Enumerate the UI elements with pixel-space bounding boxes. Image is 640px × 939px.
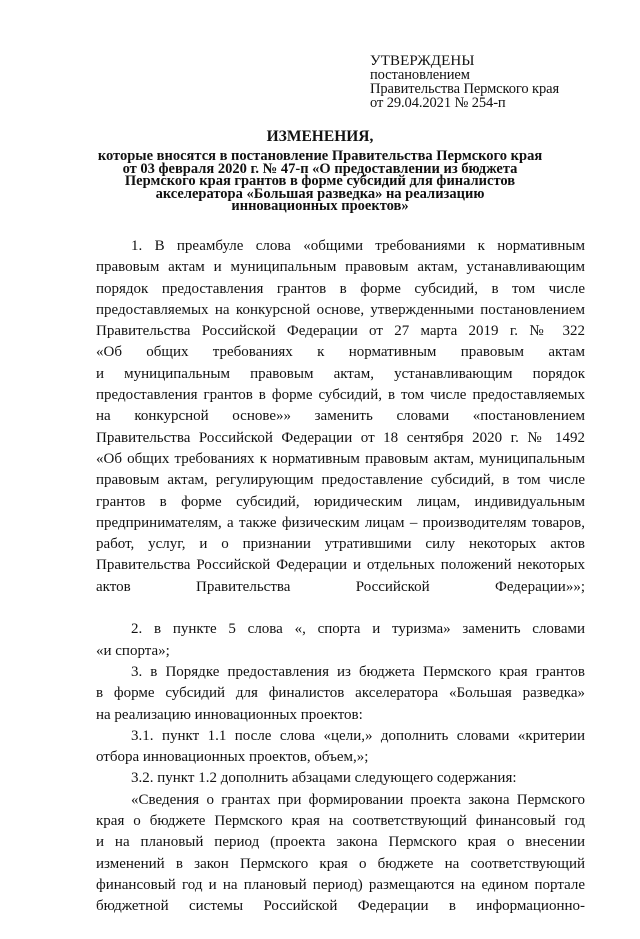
document-subtitle (90, 150, 550, 213)
body-line: Правительства Российской Федерации и отдельных положений некоторых (96, 557, 585, 574)
body-line: Правительства Российской Федерации от 18 сентября 2020 г. № 1492 (96, 429, 585, 446)
body-line: 3.1. пункт 1.1 после слова «цели,» дополнить словами «критерии (131, 727, 585, 744)
body-line: бюджетной системы Российской Федерации в информационно- (96, 898, 585, 915)
body-line: 3. в Порядке предоставления из бюджета Пермского края грантов (131, 663, 585, 680)
body-line: грантов в форме субсидий, юридическим лицам, индивидуальным (96, 493, 585, 510)
body-line: работ, услуг, и о признании утратившими силу некоторых актов (96, 536, 585, 553)
approval-line: от 29.04.2021 № 254-п (370, 95, 506, 111)
body-line: предпринимателям, а также физическим лицам – производителям товаров, (96, 514, 585, 531)
approval-heading: УТВЕРЖДЕНЫ (370, 53, 475, 69)
body-line: отбора инновационных проектов, объем,»; (96, 749, 369, 766)
document-title: ИЗМЕНЕНИЯ, (266, 128, 374, 145)
body-line: «Об общих требованиях к нормативным правовым актам, муниципальным (96, 450, 585, 467)
body-line: финансовый год и на плановый период) размещаются на едином портале (96, 876, 585, 893)
body-line: «Сведения о грантах при формировании проекта закона Пермского (131, 791, 585, 808)
body-line: «Об общих требованиях к нормативным правовым актам (96, 344, 585, 361)
body-line: 1. В преамбуле слова «общими требованиями к нормативным (131, 238, 585, 254)
body-line: на реализацию инновационных проектов: (96, 706, 363, 723)
body-line: предоставляемых на конкурсной основе, утвержденными постановлением (96, 301, 585, 318)
approval-line: Правительства Пермского края (370, 81, 560, 97)
body-line: «и спорта»; (96, 642, 170, 659)
document-body (96, 236, 585, 939)
body-line: в форме субсидий для финалистов акселератора «Большая разведка» (96, 685, 585, 702)
subtitle-line: Пермского края грантов в форме субсидий для финалистов (124, 173, 516, 189)
approval-line: постановлением (370, 67, 470, 83)
body-line: актов Правительства Российской Федерации»»; (96, 578, 585, 595)
subtitle-line: инновационных проектов» (231, 198, 409, 214)
body-line: порядок предоставления грантов в форме субсидий, в том числе (96, 280, 585, 297)
body-line: и муниципальным правовым актам, устанавливающим порядок (96, 365, 585, 382)
subtitle-line: от 03 февраля 2020 г. № 47-п «О предоставлении из бюджета (122, 160, 518, 177)
body-line: и на плановый период (проекта закона Пермского края о внесении (96, 834, 585, 851)
subtitle-line: акселератора «Большая разведка» на реализацию (155, 185, 485, 202)
body-line: правовым актам и муниципальным правовым актам, устанавливающим (96, 259, 585, 276)
body-line: предоставления грантов в форме субсидий, в том числе предоставляемых (96, 387, 585, 404)
body-line: 3.2. пункт 1.2 дополнить абзацами следующего содержания: (131, 770, 517, 787)
body-line: изменений в закон Пермского края о бюджете на соответствующий (96, 855, 585, 872)
body-line (96, 598, 585, 619)
subtitle-line: которые вносятся в постановление Правительства Пермского края (97, 148, 543, 164)
body-line: на конкурсной основе»» заменить словами «постановлением (96, 408, 585, 425)
body-line: правовым актам, регулирующим предоставление субсидий, в том числе (96, 472, 585, 489)
body-line: 2. в пункте 5 слова «, спорта и туризма» заменить словами (131, 621, 585, 638)
body-line (96, 918, 585, 939)
approval-stamp (370, 54, 610, 110)
body-line: края о бюджете Пермского края на соответствующий финансовый год (96, 813, 585, 830)
body-line: Правительства Российской Федерации от 27 марта 2019 г. № 322 (96, 323, 585, 340)
